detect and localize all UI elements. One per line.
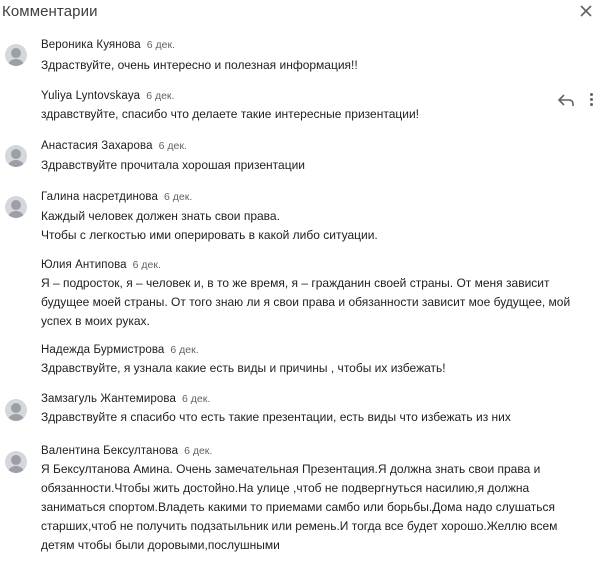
comment-date: 6 дек.	[146, 90, 175, 102]
comment-text: Здравствуйте прочитала хорошая призентации	[41, 158, 305, 172]
comment-author: Yuliya Lyntovskaya	[41, 90, 141, 102]
avatar	[5, 196, 27, 218]
comments-title: Комментарии	[2, 3, 98, 20]
avatar	[5, 44, 27, 66]
comment-text: Каждый человек должен знать свои права. Чтобы с легкостью ими оперировать в какой либо ситуации.	[41, 209, 378, 242]
comment-date: 6 дек.	[170, 344, 199, 356]
comment-author: Анастасия Захарова	[41, 140, 153, 152]
comment-text: Здравствуйте я спасибо что есть такие презентации, есть виды что избежать из них	[41, 410, 511, 424]
avatar	[5, 145, 27, 167]
comment-text: Я Бексултанова Амина. Очень замечательная Презентация.Я должна знать свои права и обязанности.Чтобы жить достойно.На улице ,чтоб не подвергнуться насилию,я должна заниматься спортом.Владеть какими то приемами самбо или борьбы.Дома надо слушаться старших,чтоб не получить подзатыльник или ремень.И тогда все будет хорошо.Желлю всем детям чтобы были доровыми,послушными	[41, 462, 558, 552]
avatar	[5, 451, 27, 473]
comment-text: Здравствуйте, я узнала какие есть виды и причины , чтобы их избежать!	[41, 361, 446, 375]
comments-header	[0, 0, 600, 26]
comment-date: 6 дек.	[146, 39, 176, 51]
comment-date: 6 дек.	[164, 191, 193, 203]
more-options-icon[interactable]	[588, 91, 594, 109]
comment-date: 6 дек.	[184, 445, 213, 457]
avatar	[5, 399, 27, 421]
comment-text: Я – подросток, я – человек и, в то же время, я – гражданин своей страны. От меня зависит будущее моей страны. От того знаю ли я свои права и обязанности зависит мое будущее, мой успех в моих руках.	[41, 276, 571, 328]
comment-author: Галина насретдинова	[41, 191, 159, 203]
comment-author: Юлия Антипова	[41, 259, 127, 271]
comment-author: Валентина Бексултанова	[41, 445, 179, 457]
reply-icon[interactable]	[557, 93, 575, 107]
comment-date: 6 дек.	[132, 259, 161, 271]
comment-author: Замзагуль Жантемирова	[41, 393, 177, 405]
comment-text: здравствуйте, спасибо что делаете такие интересные призентации!	[41, 107, 419, 121]
comment-author: Надежда Бурмистрова	[41, 344, 165, 356]
close-icon[interactable]	[578, 3, 594, 19]
comment-author: Вероника Куянова	[41, 39, 141, 51]
comment-text: Здраствуйте, очень интересно и полезная информация!!	[41, 58, 358, 72]
comment-date: 6 дек.	[158, 140, 187, 152]
comment-date: 6 дек.	[182, 393, 211, 405]
